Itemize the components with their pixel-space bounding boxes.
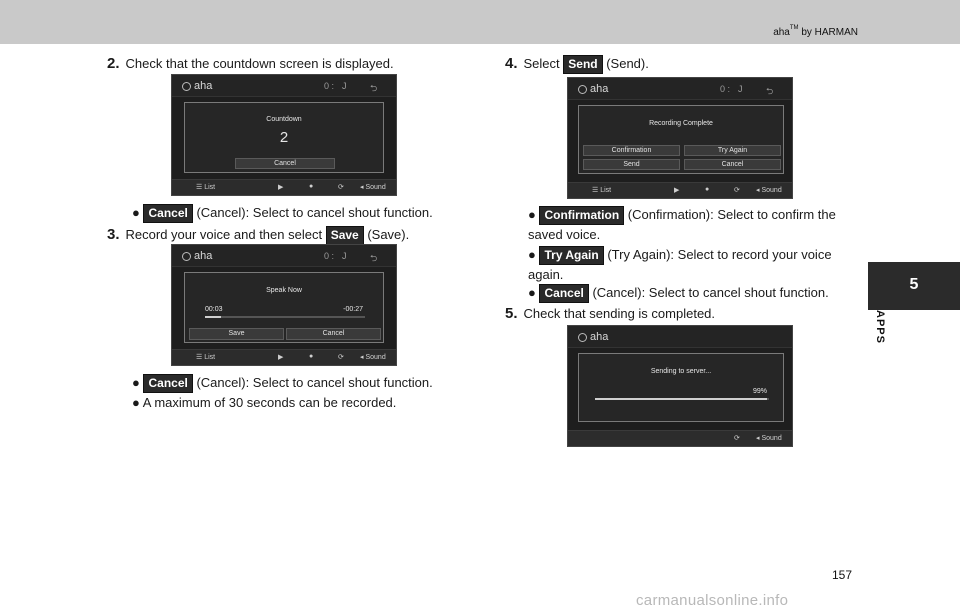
screen-footer xyxy=(172,179,396,195)
sound-button[interactable]: ◂ Sound xyxy=(360,354,386,361)
countdown-value: 2 xyxy=(279,129,289,146)
running-header: aha™ by HARMAN xyxy=(773,25,858,38)
save-button[interactable]: Save xyxy=(189,328,284,340)
back-icon[interactable]: ⮌ xyxy=(370,253,378,263)
chapter-label: APPS xyxy=(874,310,886,344)
repeat-icon[interactable]: ⟳ xyxy=(734,435,740,442)
recording-progress-track xyxy=(205,316,365,318)
confirmation-badge: Confirmation xyxy=(539,206,624,225)
aha-logo-icon xyxy=(578,85,587,94)
screen-header xyxy=(172,245,396,267)
list-button[interactable]: ☰ List xyxy=(196,184,216,191)
screen-header xyxy=(568,78,792,100)
screen-header xyxy=(172,75,396,97)
sending-dialog xyxy=(578,353,784,422)
countdown-dialog xyxy=(184,102,384,173)
back-icon[interactable]: ⮌ xyxy=(370,83,378,93)
bullet-confirmation: ● Confirmation (Confirmation): Select to confirm the saved voice. xyxy=(528,207,836,242)
watermark: carmanualsonline.info xyxy=(636,592,789,609)
send-button[interactable]: Send xyxy=(583,159,680,170)
recording-complete-screen xyxy=(567,77,793,199)
play-icon[interactable]: ▶ xyxy=(278,184,284,191)
sending-screen xyxy=(567,325,793,447)
repeat-icon[interactable]: ⟳ xyxy=(734,187,740,194)
cancel-button[interactable]: Cancel xyxy=(286,328,381,340)
screen-footer xyxy=(568,182,792,198)
step-3: 3. Record your voice and then select Save (Save). xyxy=(107,226,410,243)
recording-complete-dialog xyxy=(578,105,784,174)
repeat-icon[interactable]: ⟳ xyxy=(338,184,344,191)
sending-title: Sending to server... xyxy=(650,368,712,375)
mic-icon[interactable]: ● xyxy=(309,353,314,360)
page-header-band xyxy=(0,0,960,44)
sending-progress-fill xyxy=(595,398,767,400)
mic-icon[interactable]: ● xyxy=(705,186,710,193)
page-number: 157 xyxy=(832,568,853,582)
speak-now-screen xyxy=(171,244,397,366)
play-icon[interactable]: ▶ xyxy=(674,187,680,194)
status-icon: 0 : xyxy=(324,81,335,91)
repeat-icon[interactable]: ⟳ xyxy=(338,354,344,361)
screen-footer xyxy=(568,430,792,446)
cancel-button[interactable]: Cancel xyxy=(684,159,781,170)
elapsed-time: 00:03 xyxy=(205,306,223,313)
list-button[interactable]: ☰ List xyxy=(592,187,612,194)
recording-complete-title: Recording Complete xyxy=(649,120,713,127)
bullet-max-30-seconds: ● A maximum of 30 seconds can be recorded. xyxy=(132,395,397,410)
sending-percent: 99% xyxy=(752,388,767,395)
speak-now-title: Speak Now xyxy=(266,287,302,294)
bullet-cancel-1: ● Cancel (Cancel): Select to cancel shout function. xyxy=(132,203,433,223)
sound-button[interactable]: ◂ Sound xyxy=(756,435,782,442)
recording-progress-fill xyxy=(205,316,221,318)
play-icon[interactable]: ▶ xyxy=(278,354,284,361)
cancel-badge: Cancel xyxy=(539,284,588,303)
back-icon[interactable]: ⮌ xyxy=(766,86,774,96)
cancel-badge: Cancel xyxy=(143,204,192,223)
countdown-screen xyxy=(171,74,397,196)
bullet-cancel-2: ● Cancel (Cancel): Select to cancel shout function. xyxy=(132,373,433,393)
aha-logo: aha xyxy=(182,80,212,92)
try-again-badge: Try Again xyxy=(539,246,603,265)
step-2: 2. Check that the countdown screen is displayed. xyxy=(107,55,394,72)
bullet-try-again: ● Try Again (Try Again): Select to record your voice again. xyxy=(528,247,832,282)
speak-now-dialog xyxy=(184,272,384,343)
send-badge: Send xyxy=(563,55,602,74)
mic-icon[interactable]: ● xyxy=(309,183,314,190)
sound-button[interactable]: ◂ Sound xyxy=(756,187,782,194)
bullet-cancel-3: ● Cancel (Cancel): Select to cancel shout function. xyxy=(528,283,829,303)
countdown-title: Countdown xyxy=(266,116,302,123)
try-again-button[interactable]: Try Again xyxy=(684,145,781,156)
step-5: 5. Check that sending is completed. xyxy=(505,305,716,322)
status-icon: 0 : xyxy=(324,251,335,261)
save-badge: Save xyxy=(326,226,364,245)
chapter-number: 5 xyxy=(909,276,919,293)
status-icon: 0 : xyxy=(720,84,731,94)
aha-logo: aha xyxy=(182,250,212,262)
chapter-tab xyxy=(868,262,960,310)
remaining-time: -00:27 xyxy=(343,306,363,313)
cancel-button[interactable]: Cancel xyxy=(235,158,335,169)
aha-logo: aha xyxy=(578,331,608,343)
list-button[interactable]: ☰ List xyxy=(196,354,216,361)
aha-logo-icon xyxy=(578,333,587,342)
status-icon-2: J xyxy=(342,81,347,91)
aha-logo-icon xyxy=(182,82,191,91)
screen-header xyxy=(568,326,792,348)
screen-footer xyxy=(172,349,396,365)
status-icon-2: J xyxy=(342,251,347,261)
step-4: 4. Select Send (Send). xyxy=(505,55,649,72)
status-icon-2: J xyxy=(738,84,743,94)
aha-logo: aha xyxy=(578,83,608,95)
aha-logo-icon xyxy=(182,252,191,261)
confirmation-button[interactable]: Confirmation xyxy=(583,145,680,156)
cancel-badge: Cancel xyxy=(143,374,192,393)
sound-button[interactable]: ◂ Sound xyxy=(360,184,386,191)
